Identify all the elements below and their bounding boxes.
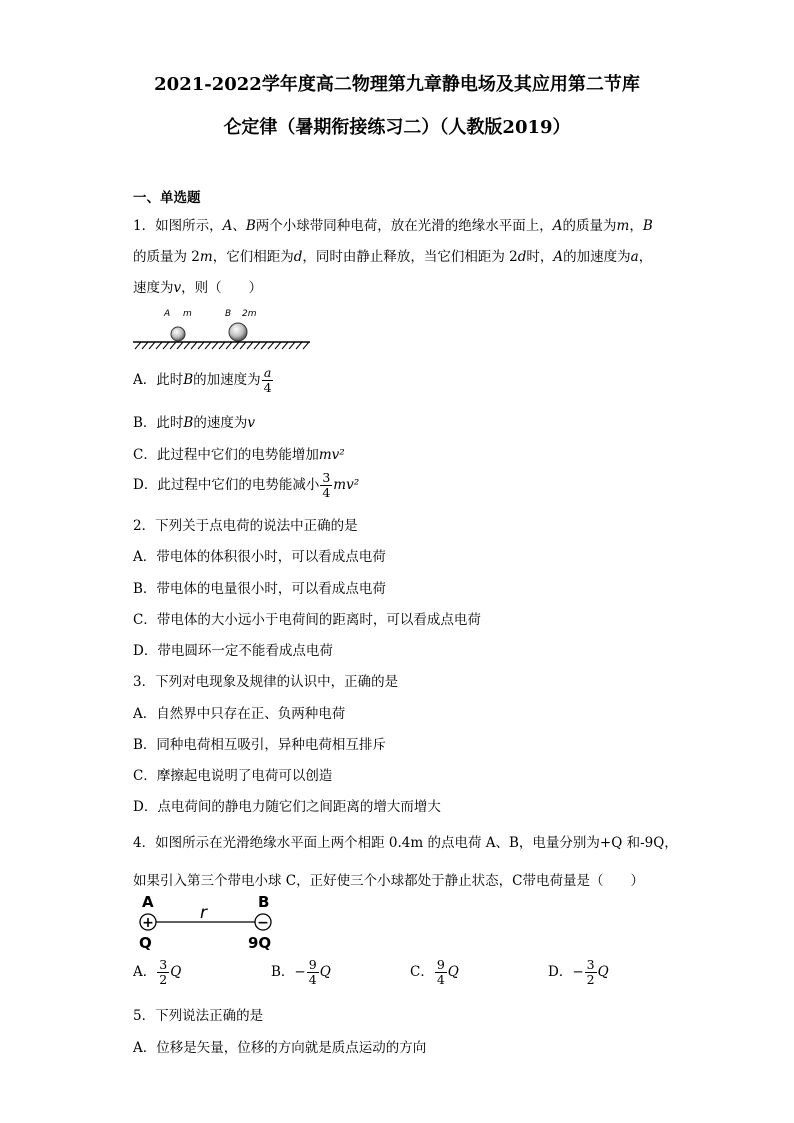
q1-figure-two-balls [130,302,320,356]
opt-text: C．此过程中它们的电势能增加 [133,447,319,463]
q1-text: ， [638,249,653,265]
document-title-line-1: 2021-2022学年度高二物理第九章静电场及其应用第二节库 [154,74,640,95]
q2-stem: 2．下列关于点电荷的说法中正确的是 [133,518,358,534]
fraction-denominator: 4 [263,380,272,395]
q1-option-d[interactable] [133,471,359,500]
opt-var: Q [447,964,459,980]
fraction-denominator: 4 [436,972,445,987]
q1-text: 两个小球带同种电荷，放在光滑的绝缘水平面上， [255,218,553,234]
fraction-denominator: 2 [159,972,168,987]
q3-option-c[interactable]: C．摩擦起电说明了电荷可以创造 [133,768,333,784]
q1-text: 速度为 [133,280,174,296]
q1-var: A [553,249,564,265]
opt-var: Q [597,964,609,980]
q1-text: 的质量为 [562,218,617,234]
opt-text: 的速度为 [193,415,248,431]
q4-figure-point-charges [134,892,284,952]
opt-var: Q [170,964,182,980]
q1-var: B [642,218,653,234]
q1-var: m [199,249,213,265]
q3-option-a[interactable]: A．自然界中只存在正、负两种电荷 [133,706,346,722]
q2-option-b[interactable]: B．带电体的电量很小时，可以看成点电荷 [133,581,386,597]
q1-var: a [630,249,639,265]
q4-option-c[interactable] [410,958,459,987]
opt-text: D．此过程中它们的电势能减小 [133,477,320,493]
fig-label-r: r [200,903,207,923]
fraction [262,366,274,395]
q1-stem-line-3 [133,276,262,296]
document-title-line-2: 仑定律（暑期衔接练习二）（人教版2019） [223,117,571,138]
q2-option-a[interactable]: A．带电体的体积很小时，可以看成点电荷 [133,549,386,565]
opt-text: B．− [271,964,306,980]
q1-var: B [245,218,256,234]
q1-var: d [293,249,303,265]
opt-var: Q [319,964,331,980]
q1-text: ，则（ ） [181,280,263,296]
q1-text: ， [629,218,643,234]
q1-text: 时， [526,249,554,265]
q3-stem: 3．下列对电现象及规律的认识中，正确的是 [133,674,399,690]
q2-option-c[interactable]: C．带电体的大小远小于电荷间的距离时，可以看成点电荷 [133,612,481,628]
fraction-denominator: 4 [308,972,317,987]
fig-label-a: A [142,893,154,911]
opt-var: B [183,372,194,388]
fraction [307,958,319,987]
opt-text: 的加速度为 [193,372,261,388]
opt-var: B [183,415,194,431]
q1-text: 1．如图所示， [133,218,223,234]
q1-var: A [552,218,563,234]
opt-var: mv² [318,447,345,463]
opt-var: mv² [333,477,360,493]
opt-var: v [247,415,255,431]
opt-text: A．此时 [133,372,184,388]
fig-label-q: Q [139,934,152,952]
q3-option-d[interactable]: D．点电荷间的静电力随它们之间距离的增大而增大 [133,799,441,815]
q5-option-a[interactable]: A．位移是矢量，位移的方向就是质点运动的方向 [133,1040,427,1056]
q1-var: v [173,280,182,296]
q1-text: ，它们相距为 [212,249,294,265]
q3-option-b[interactable]: B．同种电荷相互吸引，异种电荷相互排斥 [133,737,386,753]
ground-hatching [135,342,309,349]
opt-text: A． [133,964,157,980]
fraction-numerator: 3 [322,470,331,485]
q4-option-a[interactable] [133,958,181,987]
section-heading: 一、单选题 [133,190,201,206]
fig-label-m: m [183,309,192,319]
minus-icon: − [257,915,269,931]
fraction [157,958,169,987]
fraction-numerator: 3 [159,957,168,972]
fig-label-b: B [258,893,270,911]
q4-option-d[interactable] [548,958,609,987]
q1-option-a[interactable] [133,366,275,395]
ball-a [171,327,185,341]
fraction [320,471,332,500]
q1-text: 的质量为 2 [133,249,200,265]
fraction-numerator: a [263,365,272,380]
q4-stem-line-1: 4．如图所示在光滑绝缘水平面上两个相距 0.4m 的点电荷 A、B，电量分别为+Q 和-9Q， [133,835,678,851]
opt-text: B．此时 [133,415,184,431]
q2-option-d[interactable]: D．带电圆环一定不能看成点电荷 [133,643,333,659]
q1-text: 的加速度为 [563,249,631,265]
plus-icon: + [142,915,154,931]
opt-text: C． [410,964,434,980]
fig-label-b: B [225,309,232,319]
q1-var: d [517,249,527,265]
fraction [435,958,447,987]
q1-option-b[interactable] [133,411,255,431]
q1-option-c[interactable] [133,443,345,463]
q1-text: 、 [232,218,246,234]
q1-text: ，同时由静止释放，当它们相距为 2 [302,249,518,265]
q1-stem-line-1 [133,214,653,234]
fraction [585,958,597,987]
ball-b [229,323,247,341]
fraction-denominator: 4 [322,485,331,500]
q1-var: m [616,218,630,234]
fraction-numerator: 9 [308,957,317,972]
q4-stem-line-2: 如果引入第三个带电小球 C，正好使三个小球都处于静止状态，C带电荷量是（ ） [133,873,644,889]
fig-label-9q: 9Q [248,934,272,952]
opt-text: D．− [548,964,584,980]
q1-var: A [222,218,233,234]
fig-label-2m: 2m [242,309,257,319]
q4-option-b[interactable] [271,958,331,987]
fraction-numerator: 3 [586,957,595,972]
q1-stem-line-2 [133,245,652,265]
fig-label-a: A [164,309,171,319]
fraction-denominator: 2 [586,972,595,987]
fraction-numerator: 9 [436,957,445,972]
q5-stem: 5．下列说法正确的是 [133,1008,264,1024]
